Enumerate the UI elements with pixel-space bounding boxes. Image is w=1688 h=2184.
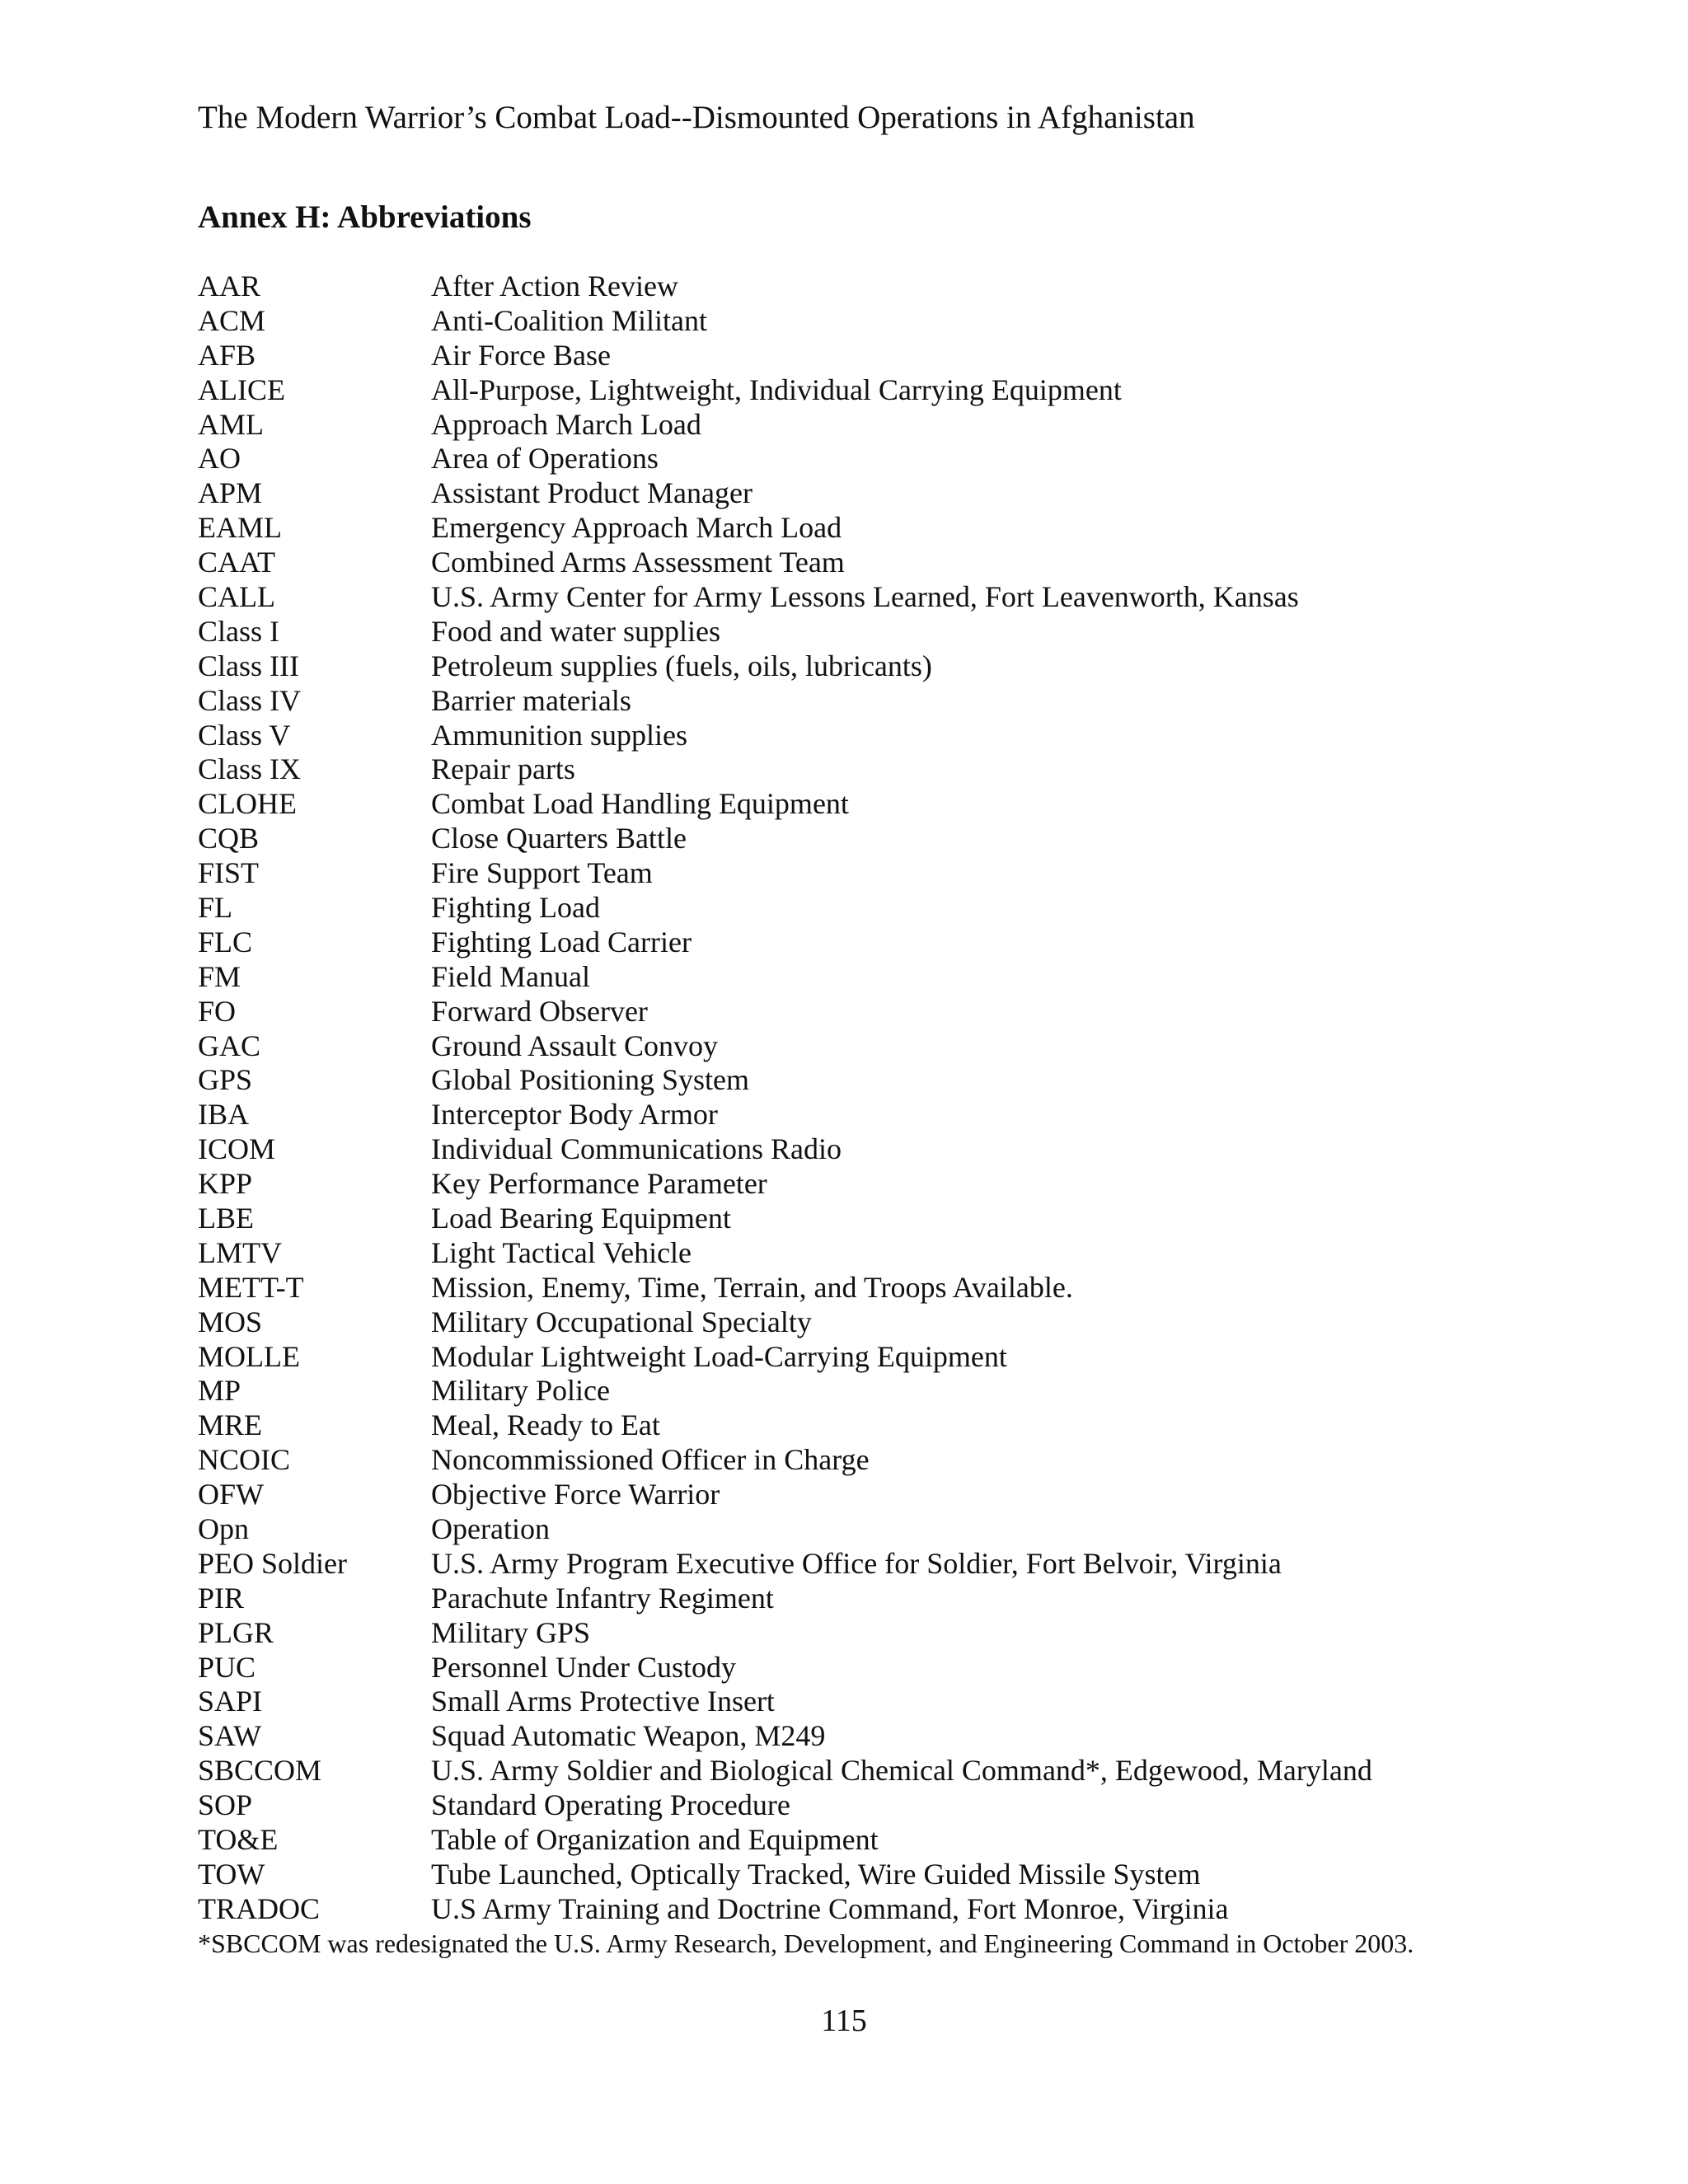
abbreviation-row bbox=[198, 1615, 1648, 1650]
footnote: *SBCCOM was redesignated the U.S. Army Research, Development, and Engineering Command in October 2003. bbox=[198, 1929, 1414, 1958]
abbreviation-term: AO bbox=[198, 442, 241, 476]
abbreviation-row bbox=[198, 303, 1648, 338]
abbreviation-definition: Tube Launched, Optically Tracked, Wire Guided Missile System bbox=[431, 1857, 1201, 1891]
abbreviation-row bbox=[198, 1442, 1648, 1477]
abbreviation-definition: All-Purpose, Lightweight, Individual Carrying Equipment bbox=[431, 373, 1122, 406]
abbreviation-row bbox=[198, 1822, 1648, 1857]
abbreviation-row bbox=[198, 1339, 1648, 1374]
abbreviation-definition: Load Bearing Equipment bbox=[431, 1202, 731, 1235]
abbreviation-definition: Forward Observer bbox=[431, 994, 648, 1028]
abbreviation-row bbox=[198, 338, 1648, 373]
abbreviation-definition: Combined Arms Assessment Team bbox=[431, 546, 845, 579]
abbreviation-definition: Military Police bbox=[431, 1374, 610, 1408]
abbreviation-term: LMTV bbox=[198, 1235, 282, 1269]
abbreviation-row bbox=[198, 925, 1648, 959]
running-header: The Modern Warrior’s Combat Load--Dismounted Operations in Afghanistan bbox=[198, 100, 1195, 135]
abbreviation-row bbox=[198, 752, 1648, 786]
abbreviation-term: NCOIC bbox=[198, 1443, 291, 1477]
abbreviations-list bbox=[198, 269, 1648, 1926]
abbreviation-row bbox=[198, 510, 1648, 545]
abbreviation-row bbox=[198, 1305, 1648, 1339]
abbreviation-term: CLOHE bbox=[198, 787, 297, 821]
abbreviation-definition: After Action Review bbox=[431, 269, 678, 302]
abbreviation-row bbox=[198, 1581, 1648, 1615]
abbreviation-term: METT-T bbox=[198, 1270, 304, 1304]
abbreviation-definition: Modular Lightweight Load-Carrying Equipment bbox=[431, 1339, 1007, 1373]
abbreviation-row bbox=[198, 1029, 1648, 1063]
abbreviation-row bbox=[198, 994, 1648, 1029]
abbreviation-definition: Table of Organization and Equipment bbox=[431, 1823, 879, 1857]
abbreviation-row bbox=[198, 1270, 1648, 1305]
abbreviation-row bbox=[198, 269, 1648, 303]
abbreviation-row bbox=[198, 441, 1648, 476]
abbreviation-row bbox=[198, 1685, 1648, 1719]
abbreviation-definition: Area of Operations bbox=[431, 442, 659, 476]
abbreviation-term: MOLLE bbox=[198, 1339, 300, 1373]
abbreviation-term: FL bbox=[198, 890, 233, 924]
page-number: 115 bbox=[821, 2004, 867, 2038]
abbreviation-term: ACM bbox=[198, 303, 266, 337]
abbreviation-row bbox=[198, 1718, 1648, 1753]
abbreviation-definition: Key Performance Parameter bbox=[431, 1167, 767, 1201]
abbreviation-row bbox=[198, 890, 1648, 925]
abbreviation-term: Class IX bbox=[198, 752, 301, 786]
abbreviation-term: MRE bbox=[198, 1408, 263, 1442]
abbreviation-term: Class IV bbox=[198, 683, 301, 717]
abbreviation-definition: Assistant Product Manager bbox=[431, 476, 753, 510]
abbreviation-term: TRADOC bbox=[198, 1891, 321, 1925]
abbreviation-term: PIR bbox=[198, 1581, 245, 1615]
abbreviation-term: CALL bbox=[198, 579, 275, 613]
abbreviation-definition: Approach March Load bbox=[431, 407, 701, 441]
abbreviation-definition: U.S. Army Program Executive Office for Soldier, Fort Belvoir, Virginia bbox=[431, 1546, 1282, 1580]
abbreviation-definition: Meal, Ready to Eat bbox=[431, 1408, 660, 1442]
abbreviation-term: ICOM bbox=[198, 1132, 276, 1166]
abbreviation-term: CQB bbox=[198, 822, 260, 855]
abbreviation-row bbox=[198, 614, 1648, 649]
abbreviation-row bbox=[198, 1477, 1648, 1511]
abbreviation-term: PUC bbox=[198, 1650, 256, 1684]
abbreviation-definition: Combat Load Handling Equipment bbox=[431, 787, 849, 821]
abbreviation-definition: Mission, Enemy, Time, Terrain, and Troops Available. bbox=[431, 1270, 1073, 1304]
abbreviation-definition: Repair parts bbox=[431, 752, 575, 786]
abbreviation-term: IBA bbox=[198, 1098, 249, 1132]
abbreviation-definition: Air Force Base bbox=[431, 338, 611, 372]
abbreviation-term: MOS bbox=[198, 1305, 263, 1338]
abbreviation-definition: Petroleum supplies (fuels, oils, lubricants) bbox=[431, 649, 932, 682]
abbreviation-term: SAW bbox=[198, 1719, 262, 1753]
abbreviation-term: AFB bbox=[198, 338, 256, 372]
abbreviation-definition: U.S Army Training and Doctrine Command, Fort Monroe, Virginia bbox=[431, 1891, 1229, 1925]
abbreviation-definition: Close Quarters Battle bbox=[431, 822, 687, 855]
abbreviation-definition: Emergency Approach March Load bbox=[431, 511, 842, 545]
abbreviation-row bbox=[198, 1511, 1648, 1546]
abbreviation-row bbox=[198, 649, 1648, 683]
abbreviation-row bbox=[198, 579, 1648, 614]
abbreviation-definition: Interceptor Body Armor bbox=[431, 1098, 718, 1132]
abbreviation-definition: Objective Force Warrior bbox=[431, 1478, 720, 1511]
abbreviation-definition: Military Occupational Specialty bbox=[431, 1305, 812, 1338]
abbreviation-term: ALICE bbox=[198, 373, 285, 406]
abbreviation-row bbox=[198, 1062, 1648, 1097]
abbreviation-definition: Anti-Coalition Militant bbox=[431, 303, 707, 337]
abbreviation-row bbox=[198, 476, 1648, 510]
abbreviation-row bbox=[198, 1408, 1648, 1442]
abbreviation-term: PLGR bbox=[198, 1615, 274, 1649]
abbreviation-definition: Ammunition supplies bbox=[431, 718, 688, 752]
abbreviation-definition: U.S. Army Center for Army Lessons Learned, Fort Leavenworth, Kansas bbox=[431, 579, 1299, 613]
abbreviation-row bbox=[198, 1650, 1648, 1685]
abbreviation-definition: Barrier materials bbox=[431, 683, 631, 717]
abbreviation-term: GPS bbox=[198, 1063, 253, 1097]
abbreviation-definition: Standard Operating Procedure bbox=[431, 1788, 790, 1822]
abbreviation-row bbox=[198, 373, 1648, 407]
abbreviation-definition: Ground Assault Convoy bbox=[431, 1029, 719, 1062]
abbreviation-term: SAPI bbox=[198, 1685, 263, 1718]
abbreviation-term: TOW bbox=[198, 1857, 265, 1891]
abbreviation-term: GAC bbox=[198, 1029, 261, 1062]
abbreviation-term: LBE bbox=[198, 1202, 254, 1235]
abbreviation-row bbox=[198, 1857, 1648, 1891]
annex-title: Annex H: Abbreviations bbox=[198, 199, 532, 235]
abbreviation-term: KPP bbox=[198, 1167, 253, 1201]
abbreviation-term: FIST bbox=[198, 856, 260, 890]
abbreviation-row bbox=[198, 1753, 1648, 1788]
abbreviation-row bbox=[198, 1546, 1648, 1581]
abbreviation-row bbox=[198, 1374, 1648, 1408]
abbreviation-definition: Fighting Load Carrier bbox=[431, 925, 692, 958]
abbreviation-definition: Parachute Infantry Regiment bbox=[431, 1581, 774, 1615]
abbreviation-term: Class I bbox=[198, 614, 279, 648]
abbreviation-term: Class V bbox=[198, 718, 291, 752]
abbreviation-term: FLC bbox=[198, 925, 253, 958]
abbreviation-term: Class III bbox=[198, 649, 299, 682]
abbreviation-definition: Operation bbox=[431, 1512, 550, 1546]
abbreviation-definition: Small Arms Protective Insert bbox=[431, 1685, 775, 1718]
abbreviation-definition: Individual Communications Radio bbox=[431, 1132, 842, 1166]
abbreviation-term: MP bbox=[198, 1374, 241, 1408]
abbreviation-definition: Global Positioning System bbox=[431, 1063, 750, 1097]
abbreviation-definition: Fighting Load bbox=[431, 890, 600, 924]
abbreviation-definition: Noncommissioned Officer in Charge bbox=[431, 1443, 870, 1477]
abbreviation-definition: Food and water supplies bbox=[431, 614, 720, 648]
abbreviation-row bbox=[198, 545, 1648, 579]
abbreviation-row bbox=[198, 959, 1648, 994]
abbreviation-term: AML bbox=[198, 407, 264, 441]
abbreviation-definition: Light Tactical Vehicle bbox=[431, 1235, 692, 1269]
abbreviation-term: AAR bbox=[198, 269, 261, 302]
abbreviation-row bbox=[198, 821, 1648, 855]
abbreviation-term: CAAT bbox=[198, 546, 276, 579]
abbreviation-definition: U.S. Army Soldier and Biological Chemical Command*, Edgewood, Maryland bbox=[431, 1754, 1372, 1788]
abbreviation-definition: Field Manual bbox=[431, 959, 590, 993]
abbreviation-row bbox=[198, 718, 1648, 752]
abbreviation-term: FO bbox=[198, 994, 237, 1028]
abbreviation-definition: Squad Automatic Weapon, M249 bbox=[431, 1719, 826, 1753]
abbreviation-row bbox=[198, 1097, 1648, 1132]
abbreviation-definition: Fire Support Team bbox=[431, 856, 653, 890]
abbreviation-term: OFW bbox=[198, 1478, 264, 1511]
abbreviation-term: Opn bbox=[198, 1512, 249, 1546]
abbreviation-row bbox=[198, 1235, 1648, 1270]
abbreviation-term: FM bbox=[198, 959, 241, 993]
abbreviation-row bbox=[198, 1201, 1648, 1235]
abbreviation-term: TO&E bbox=[198, 1823, 279, 1857]
abbreviation-definition: Military GPS bbox=[431, 1615, 591, 1649]
abbreviation-row bbox=[198, 1891, 1648, 1926]
abbreviation-term: SOP bbox=[198, 1788, 253, 1822]
abbreviation-row bbox=[198, 786, 1648, 821]
abbreviation-term: EAML bbox=[198, 511, 282, 545]
abbreviation-term: PEO Soldier bbox=[198, 1546, 348, 1580]
abbreviation-term: SBCCOM bbox=[198, 1754, 322, 1788]
abbreviation-row bbox=[198, 1132, 1648, 1166]
abbreviation-term: APM bbox=[198, 476, 263, 510]
abbreviation-row bbox=[198, 683, 1648, 718]
abbreviation-row bbox=[198, 855, 1648, 890]
abbreviation-row bbox=[198, 407, 1648, 442]
abbreviation-row bbox=[198, 1788, 1648, 1822]
abbreviation-definition: Personnel Under Custody bbox=[431, 1650, 736, 1684]
abbreviation-row bbox=[198, 1166, 1648, 1201]
